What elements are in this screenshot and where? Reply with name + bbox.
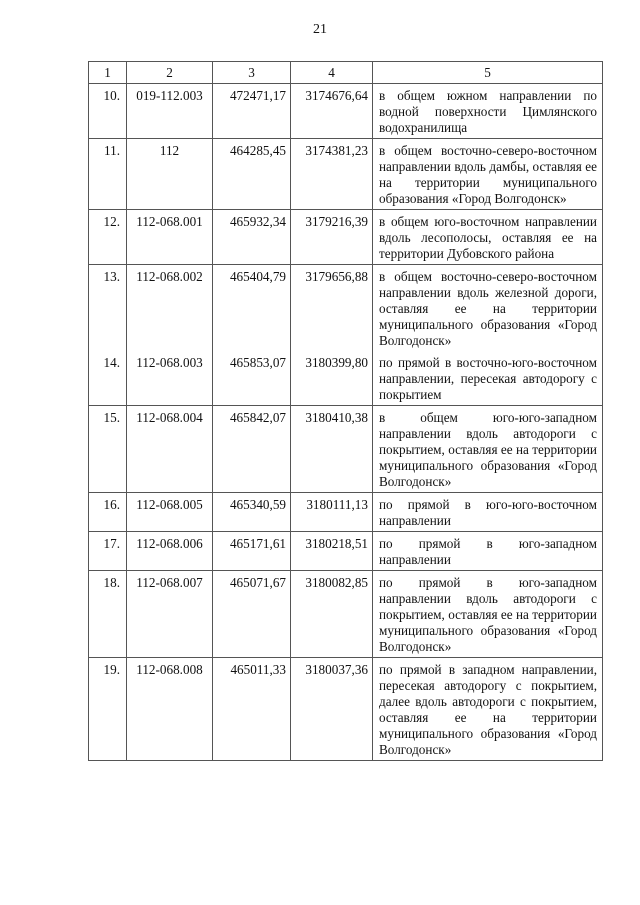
coord-x: 465011,33 [213, 658, 291, 761]
direction-description: в общем южном направлении по водной поверхности Цимлянского водохранилища [373, 84, 603, 139]
row-number: 17. [89, 532, 127, 571]
table-row [89, 571, 603, 658]
coord-x: 465853,07 [213, 351, 291, 406]
page-number: 21 [313, 22, 327, 37]
coord-x: 465340,59 [213, 493, 291, 532]
table-row [89, 210, 603, 265]
table-row [89, 139, 603, 210]
row-number: 19. [89, 658, 127, 761]
point-code: 112 [127, 139, 213, 210]
coord-y: 3174381,23 [291, 139, 373, 210]
coord-y: 3180218,51 [291, 532, 373, 571]
coord-y: 3180410,38 [291, 406, 373, 493]
table-row [89, 658, 603, 761]
table-row [89, 84, 603, 139]
direction-description: по прямой в юго-западном направлении вдоль автодороги с покрытием, оставляя ее на территории муниципального образования «Город Волгодонск» [373, 571, 603, 658]
table-row [89, 406, 603, 493]
row-number: 12. [89, 210, 127, 265]
row-number: 13. [89, 265, 127, 352]
direction-description: в общем юго-юго-западном направлении вдоль автодороги с покрытием, оставляя ее на территории муниципального образования «Город Волгодонск» [373, 406, 603, 493]
table-row [89, 493, 603, 532]
header-col-5: 5 [373, 62, 603, 84]
point-code: 112-068.007 [127, 571, 213, 658]
table-body [89, 84, 603, 761]
coord-y: 3174676,64 [291, 84, 373, 139]
point-code: 112-068.008 [127, 658, 213, 761]
point-code: 112-068.004 [127, 406, 213, 493]
coord-y: 3179656,88 [291, 265, 373, 352]
table-row [89, 265, 603, 352]
row-number: 15. [89, 406, 127, 493]
header-col-4: 4 [291, 62, 373, 84]
direction-description: в общем юго-восточном направлении вдоль лесополосы, оставляя ее на территории Дубовского района [373, 210, 603, 265]
row-number: 14. [89, 351, 127, 406]
table-header [89, 62, 603, 84]
coord-y: 3180111,13 [291, 493, 373, 532]
direction-description: по прямой в юго-юго-восточном направлении [373, 493, 603, 532]
direction-description: в общем восточно-северо-восточном направлении вдоль дамбы, оставляя ее на территории муниципального образования «Город Волгодонск» [373, 139, 603, 210]
point-code: 112-068.003 [127, 351, 213, 406]
coord-x: 465932,34 [213, 210, 291, 265]
coord-x: 464285,45 [213, 139, 291, 210]
coord-y: 3179216,39 [291, 210, 373, 265]
header-col-2: 2 [127, 62, 213, 84]
header-col-3: 3 [213, 62, 291, 84]
row-number: 10. [89, 84, 127, 139]
coord-y: 3180037,36 [291, 658, 373, 761]
direction-description: в общем восточно-северо-восточном направлении вдоль железной дороги, оставляя ее на территории муниципального образования «Город Волгодонск» [373, 265, 603, 352]
point-code: 019-112.003 [127, 84, 213, 139]
header-col-1: 1 [89, 62, 127, 84]
point-code: 112-068.006 [127, 532, 213, 571]
coord-y: 3180399,80 [291, 351, 373, 406]
coord-y: 3180082,85 [291, 571, 373, 658]
table-row [89, 351, 603, 406]
boundary-points-table [88, 61, 603, 761]
direction-description: по прямой в восточно-юго-восточном направлении, пересекая автодорогу с покрытием [373, 351, 603, 406]
point-code: 112-068.005 [127, 493, 213, 532]
row-number: 16. [89, 493, 127, 532]
header-row [89, 62, 603, 84]
row-number: 18. [89, 571, 127, 658]
table-row [89, 532, 603, 571]
point-code: 112-068.002 [127, 265, 213, 352]
direction-description: по прямой в западном направлении, пересекая автодорогу с покрытием, далее вдоль автодороги с покрытием, оставляя ее на территории муниципального образования «Город Волгодонск» [373, 658, 603, 761]
row-number: 11. [89, 139, 127, 210]
coord-x: 472471,17 [213, 84, 291, 139]
coord-x: 465842,07 [213, 406, 291, 493]
direction-description: по прямой в юго-западном направлении [373, 532, 603, 571]
coord-x: 465071,67 [213, 571, 291, 658]
coord-x: 465171,61 [213, 532, 291, 571]
coord-x: 465404,79 [213, 265, 291, 352]
point-code: 112-068.001 [127, 210, 213, 265]
